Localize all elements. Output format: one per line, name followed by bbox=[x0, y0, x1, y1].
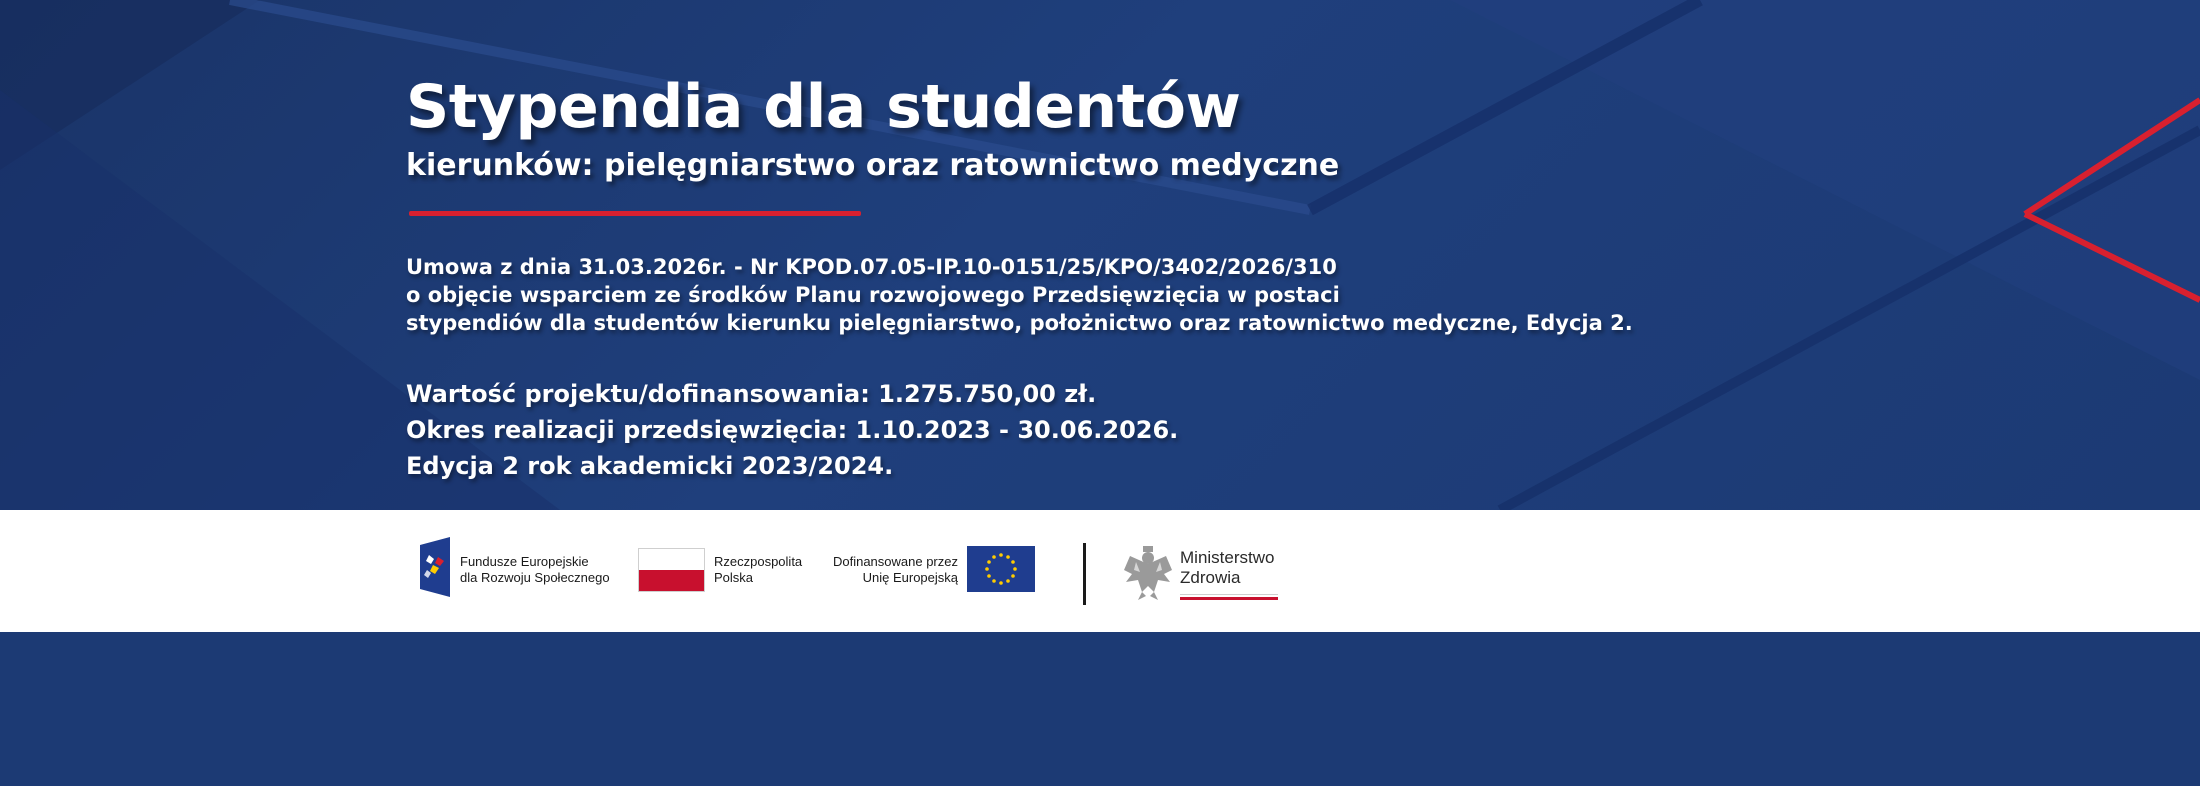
title-underline bbox=[409, 211, 861, 216]
rp-logo-text: Rzeczpospolita Polska bbox=[714, 554, 803, 585]
eu-flag-icon bbox=[967, 546, 1035, 592]
logo-strip bbox=[0, 510, 2200, 632]
mz-rule-red bbox=[1180, 597, 1278, 600]
fe-logo-icon bbox=[420, 537, 452, 597]
poland-flag-icon bbox=[638, 548, 705, 592]
agreement-line: stypendiów dla studentów kierunku pielęgniarstwo, położnictwo oraz ratownictwo medyczne, Edycja 2. bbox=[406, 311, 1633, 335]
logo-divider bbox=[1083, 543, 1086, 605]
page-title: Stypendia dla studentów bbox=[406, 72, 1241, 142]
page-subtitle: kierunków: pielęgniarstwo oraz ratownictwo medyczne bbox=[406, 148, 1340, 183]
mz-logo-text: Ministerstwo Zdrowia bbox=[1180, 548, 1275, 587]
project-facts bbox=[406, 376, 1178, 484]
bottom-band bbox=[0, 632, 2200, 786]
project-edition: Edycja 2 rok akademicki 2023/2024. bbox=[406, 452, 894, 480]
fe-logo-text: Fundusze Europejskie dla Rozwoju Społecznego bbox=[460, 554, 610, 585]
polish-eagle-emblem-icon bbox=[1122, 544, 1174, 602]
project-period: Okres realizacji przedsięwzięcia: 1.10.2023 - 30.06.2026. bbox=[406, 416, 1179, 444]
agreement-line: Umowa z dnia 31.03.2026r. - Nr KPOD.07.05-IP.10-0151/25/KPO/3402/2026/310 bbox=[406, 255, 1337, 279]
project-value: Wartość projektu/dofinansowania: 1.275.750,00 zł. bbox=[406, 380, 1097, 408]
agreement-info bbox=[406, 253, 1633, 337]
eu-logo-text: Dofinansowane przez Unię Europejską bbox=[832, 554, 958, 585]
agreement-line: o objęcie wsparciem ze środków Planu rozwojowego Przedsięwzięcia w postaci bbox=[406, 283, 1340, 307]
